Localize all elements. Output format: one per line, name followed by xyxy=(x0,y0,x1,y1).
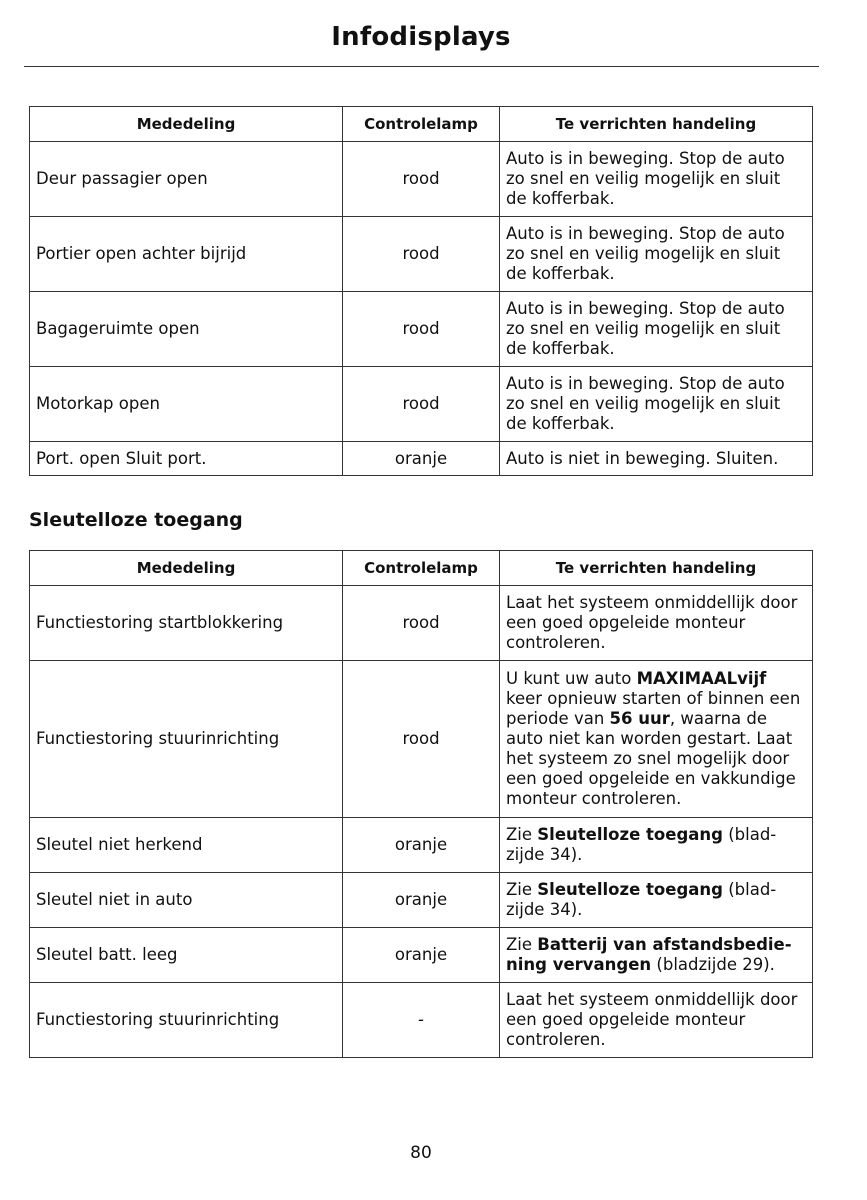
section-heading: Sleutelloze toegang xyxy=(29,509,243,531)
column-header-action: Te verrichten handeling xyxy=(500,107,813,142)
page-title: Infodisplays xyxy=(331,22,511,52)
column-header-lamp: Controlelamp xyxy=(343,107,500,142)
action-cell: U kunt uw auto MAXIMAALvijf keer opnieuw starten of binnen een periode van 56 uur, waarna de auto niet kan worden gestart. Laat het systeem zo snel mogelijk door een goed opgeleide en vakkundige monteur controleren. xyxy=(500,661,813,818)
message-cell: Sleutel niet in auto xyxy=(30,873,343,928)
message-cell: Deur passagier open xyxy=(30,142,343,217)
message-cell: Motorkap open xyxy=(30,367,343,442)
message-cell: Portier open achter bijrijd xyxy=(30,217,343,292)
action-cell: Zie Sleutelloze toegang (blad-zijde 34). xyxy=(500,873,813,928)
action-cell: Zie Sleutelloze toegang (blad-zijde 34). xyxy=(500,818,813,873)
table-row xyxy=(30,818,813,873)
bold-text: Sleutelloze toegang xyxy=(537,825,723,844)
lamp-cell: oranje xyxy=(343,818,500,873)
title-divider xyxy=(24,66,819,67)
table-row xyxy=(30,661,813,818)
table-row xyxy=(30,928,813,983)
message-cell: Functiestoring startblokkering xyxy=(30,586,343,661)
message-cell: Functiestoring stuurinrichting xyxy=(30,983,343,1058)
lamp-cell: rood xyxy=(343,142,500,217)
column-header-lamp: Controlelamp xyxy=(343,551,500,586)
message-cell: Functiestoring stuurinrichting xyxy=(30,661,343,818)
bold-text: Batterij van afstandsbedie-ning vervangen xyxy=(506,935,792,974)
action-cell: Laat het systeem onmiddellijk door een goed opgeleide monteur controleren. xyxy=(500,983,813,1058)
lamp-cell: oranje xyxy=(343,928,500,983)
lamp-cell: oranje xyxy=(343,442,500,476)
bold-text: 56 uur xyxy=(609,709,670,728)
table-row xyxy=(30,983,813,1058)
table-header-row xyxy=(30,551,813,586)
lamp-cell: oranje xyxy=(343,873,500,928)
lamp-cell: rood xyxy=(343,661,500,818)
message-cell: Bagageruimte open xyxy=(30,292,343,367)
lamp-cell: rood xyxy=(343,586,500,661)
table-row xyxy=(30,217,813,292)
table-row xyxy=(30,142,813,217)
column-header-action: Te verrichten handeling xyxy=(500,551,813,586)
message-cell: Sleutel batt. leeg xyxy=(30,928,343,983)
lamp-cell: rood xyxy=(343,292,500,367)
action-cell: Auto is in beweging. Stop de auto zo snel en veilig mogelijk en sluit de kofferbak. xyxy=(500,217,813,292)
action-cell: Auto is in beweging. Stop de auto zo snel en veilig mogelijk en sluit de kofferbak. xyxy=(500,142,813,217)
table-row xyxy=(30,873,813,928)
table-row xyxy=(30,442,813,476)
action-cell: Auto is in beweging. Stop de auto zo snel en veilig mogelijk en sluit de kofferbak. xyxy=(500,367,813,442)
action-cell: Auto is in beweging. Stop de auto zo snel en veilig mogelijk en sluit de kofferbak. xyxy=(500,292,813,367)
table-row xyxy=(30,367,813,442)
bold-text: Sleutelloze toegang xyxy=(537,880,723,899)
messages-table-doors xyxy=(29,106,813,476)
lamp-cell: - xyxy=(343,983,500,1058)
action-cell: Laat het systeem onmiddellijk door een goed opgeleide monteur controleren. xyxy=(500,586,813,661)
column-header-message: Mededeling xyxy=(30,551,343,586)
lamp-cell: rood xyxy=(343,367,500,442)
messages-table-keyless xyxy=(29,550,813,1058)
action-cell: Auto is niet in beweging. Sluiten. xyxy=(500,442,813,476)
table-row xyxy=(30,586,813,661)
action-cell: Zie Batterij van afstandsbedie-ning vervangen (bladzijde 29). xyxy=(500,928,813,983)
message-cell: Port. open Sluit port. xyxy=(30,442,343,476)
page-number: 80 xyxy=(410,1143,432,1163)
table-header-row xyxy=(30,107,813,142)
table-row xyxy=(30,292,813,367)
column-header-message: Mededeling xyxy=(30,107,343,142)
bold-text: MAXIMAALvijf xyxy=(636,669,767,688)
lamp-cell: rood xyxy=(343,217,500,292)
message-cell: Sleutel niet herkend xyxy=(30,818,343,873)
